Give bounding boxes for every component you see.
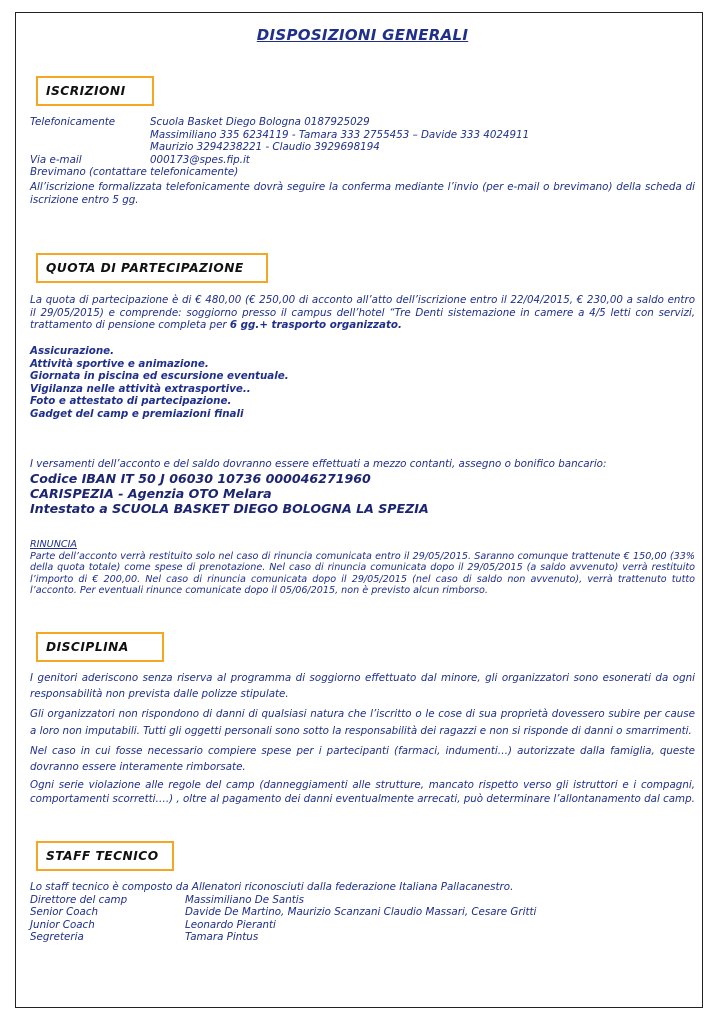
payment-block [30, 458, 695, 516]
quota-intro-bold: 6 gg.+ trasporto organizzato. [229, 319, 402, 332]
quota-item: Vigilanza nelle attività extrasportive.. [30, 382, 251, 395]
quota-item: Assicurazione. [30, 345, 115, 357]
disciplina-paragraph: Ogni serie violazione alle regole del camp (danneggiamenti alle strutture, mancato rispetto verso gli istruttori e i compagni, comportamenti scorretti….) , oltre al pagamento dei danni eventualmente arrecati, può determinare l’allontanamento dal camp. [30, 779, 695, 805]
conferma-text: All’iscrizione formalizzata telefonicamente dovrà seguire la conferma mediante l’invio (per e-mail o brevimano) della scheda di iscrizione entro 5 gg. [30, 180, 695, 206]
quota-intro [30, 294, 695, 332]
rinuncia-block [30, 539, 695, 597]
quota-item: Attività sportive e animazione. [30, 357, 209, 370]
section-header-disciplina: DISCIPLINA [36, 632, 164, 662]
email-value[interactable]: 000173@spes.fip.it [150, 153, 250, 166]
staff-row [30, 894, 695, 907]
rinuncia-text: Parte dell’acconto verrà restituito solo nel caso di rinuncia comunicata entro il 29/05/2015. Saranno comunque trattenute € 150,00 (33% della quota totale) come spese di prenotazione. Nel caso di rinuncia comunicata dopo il 29/05/2015 (a saldo avvenuto) verrà restituito l’importo di € 200,00. Nel caso di rinuncia comunicata dopo il 29/05/2015 (nel caso di saldo non avvenuto), verrà trattenuto tutto l’acconto. Per eventuali rinunce comunicate dopo il 05/06/2015, non è previsto alcun rimborso. [30, 550, 695, 596]
staff-name: Massimiliano De Santis [185, 893, 304, 906]
quota-item: Giornata in piscina ed escursione eventuale. [30, 370, 289, 383]
quota-item: Gadget del camp e premiazioni finali [30, 407, 244, 420]
bank-text: CARISPEZIA - Agenzia OTO Melara [30, 485, 272, 501]
brevimano-text: Brevimano (contattare telefonicamente) [30, 166, 239, 179]
staff-role: Junior Coach [30, 918, 95, 931]
section-header-iscrizioni: ISCRIZIONI [36, 76, 154, 106]
intestato-text: Intestato a SCUOLA BASKET DIEGO BOLOGNA LA SPEZIA [30, 500, 429, 516]
rinuncia-title: RINUNCIA [30, 539, 77, 550]
email-row [30, 154, 695, 167]
disciplina-paragraph: I genitori aderiscono senza riserva al programma di soggiorno effettuato dal minore, gli organizzatori sono esonerati da ogni responsabilità non prevista dalle polizze stipulate. [30, 672, 695, 701]
staff-intro: Lo staff tecnico è composto da Allenatori riconosciuti dalla federazione Italiana Pallacanestro. [30, 881, 514, 893]
telephone-line: Massimiliano 335 6234119 - Tamara 333 2755453 – Davide 333 4024911 [150, 128, 530, 141]
iscrizioni-block [30, 116, 695, 206]
staff-name: Tamara Pintus [185, 931, 259, 944]
staff-row [30, 931, 695, 944]
staff-name: Leonardo Pieranti [185, 918, 276, 931]
disciplina-paragraph: Nel caso in cui fosse necessario compiere spese per i partecipanti (farmaci, indumenti…) autorizzate dalla famiglia, queste dovranno essere interamente rimborsate. [30, 744, 695, 774]
quota-item: Foto e attestato di partecipazione. [30, 395, 232, 408]
staff-name: Davide De Martino, Maurizio Scanzani Claudio Massari, Cesare Gritti [185, 906, 537, 919]
quota-intro-text: La quota di partecipazione è di € 480,00 (€ 250,00 di acconto all’atto dell’iscrizione entro il 22/04/2015, € 230,00 a saldo entro il 29/05/2015) e comprende: soggiorno presso il campus dell’hotel “Tre Denti sistemazione in camere a 4/5 letti con servizi, trattamento di pensione completa per [30, 294, 695, 332]
staff-row [30, 919, 695, 932]
quota-items [30, 345, 695, 421]
disciplina-block [30, 670, 695, 810]
staff-block [30, 881, 695, 944]
telephone-line: Maurizio 3294238221 - Claudio 3929698194 [150, 141, 380, 154]
telephone-lines [150, 116, 529, 154]
page-title: DISPOSIZIONI GENERALI [256, 26, 469, 44]
versamenti-text: I versamenti dell’acconto e del saldo dovranno essere effettuati a mezzo contanti, assegno o bonifico bancario: [30, 458, 607, 470]
disciplina-paragraph: Gli organizzatori non rispondono di danni di qualsiasi natura che l’iscritto o le cose di sua proprietà dovessero subire per cause a loro non imputabili. Tutti gli oggetti personali sono sotto la responsabilità dei ragazzi e non si risponde di danni o smarrimenti. [30, 708, 695, 737]
section-header-quota: QUOTA DI PARTECIPAZIONE [36, 253, 268, 283]
telephone-line: Scuola Basket Diego Bologna 0187925029 [150, 116, 370, 128]
email-label: Via e-mail [30, 153, 82, 166]
iban-text: Codice IBAN IT 50 J 06030 10736 000046271960 [30, 470, 371, 486]
staff-row [30, 906, 695, 919]
staff-role: Segreteria [30, 931, 84, 944]
document-page [15, 12, 703, 1008]
staff-role: Direttore del camp [30, 893, 128, 906]
staff-role: Senior Coach [30, 906, 99, 919]
telephone-row [30, 116, 695, 154]
telephone-label: Telefonicamente [30, 116, 116, 128]
section-header-staff: STAFF TECNICO [36, 841, 174, 871]
